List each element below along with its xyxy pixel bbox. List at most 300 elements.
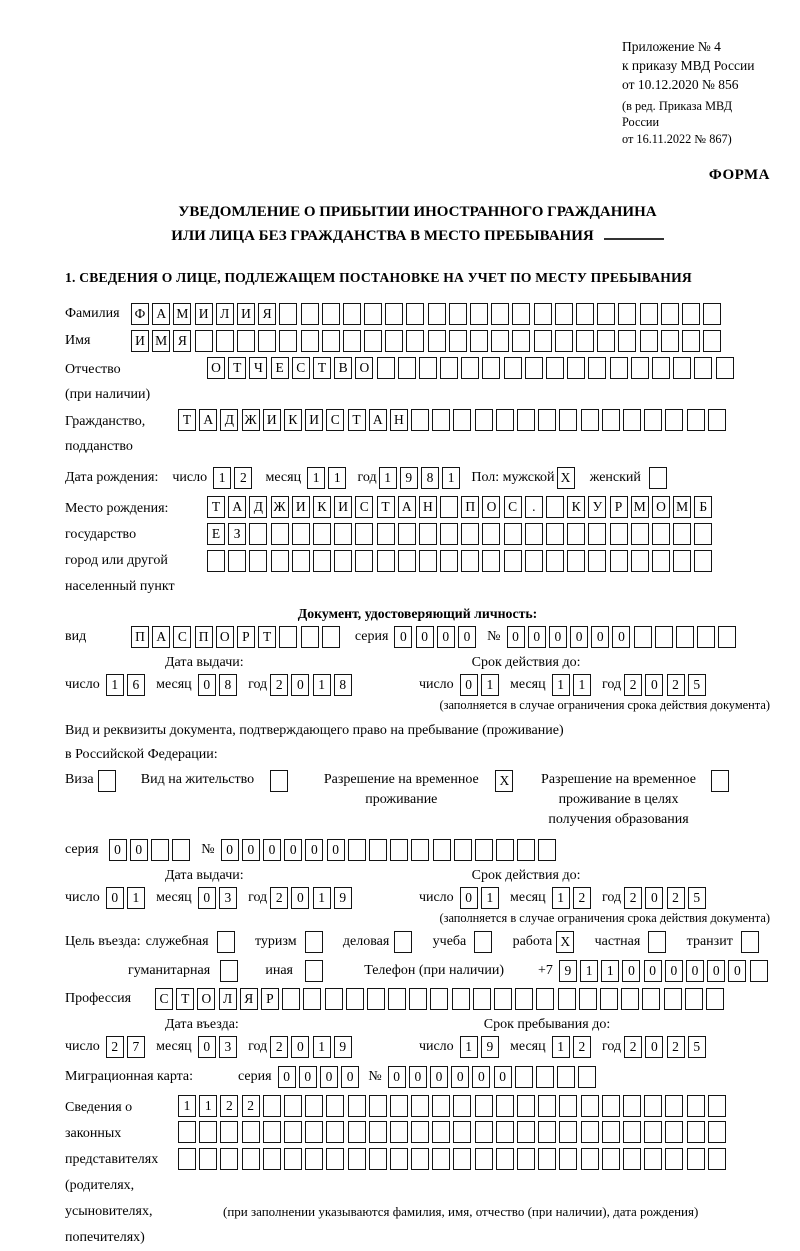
- form-cell[interactable]: .: [525, 496, 543, 518]
- form-cell[interactable]: С: [355, 496, 373, 518]
- form-cell[interactable]: [406, 330, 424, 352]
- form-cell[interactable]: [305, 1121, 323, 1143]
- form-cell[interactable]: [534, 330, 552, 352]
- form-cell[interactable]: А: [369, 409, 387, 431]
- form-cell[interactable]: 0: [320, 1066, 338, 1088]
- form-cell[interactable]: [452, 988, 470, 1010]
- form-cell[interactable]: 0: [645, 674, 663, 696]
- form-cell[interactable]: [284, 1095, 302, 1117]
- form-cell[interactable]: [708, 1148, 726, 1170]
- form-cell[interactable]: [581, 409, 599, 431]
- form-cell[interactable]: 0: [221, 839, 239, 861]
- form-cell[interactable]: [538, 409, 556, 431]
- form-cell[interactable]: [428, 303, 446, 325]
- form-cell[interactable]: 0: [341, 1066, 359, 1088]
- form-cell[interactable]: [555, 303, 573, 325]
- form-cell[interactable]: 0: [299, 1066, 317, 1088]
- form-cell[interactable]: [390, 839, 408, 861]
- form-cell[interactable]: [172, 839, 190, 861]
- form-cell[interactable]: [217, 931, 235, 953]
- form-cell[interactable]: [411, 1148, 429, 1170]
- form-cell[interactable]: Я: [240, 988, 258, 1010]
- visa-checkbox[interactable]: [98, 770, 119, 792]
- form-cell[interactable]: [355, 550, 373, 572]
- form-cell[interactable]: [440, 550, 458, 572]
- form-cell[interactable]: [538, 1148, 556, 1170]
- form-cell[interactable]: Ж: [271, 496, 289, 518]
- form-cell[interactable]: [588, 357, 606, 379]
- form-cell[interactable]: [292, 550, 310, 572]
- form-cell[interactable]: [470, 330, 488, 352]
- form-cell[interactable]: [279, 330, 297, 352]
- form-cell[interactable]: [348, 1121, 366, 1143]
- residence-permit-checkbox[interactable]: [270, 770, 291, 792]
- form-cell[interactable]: 0: [305, 839, 323, 861]
- form-cell[interactable]: Т: [258, 626, 276, 648]
- form-cell[interactable]: 2: [667, 674, 685, 696]
- form-cell[interactable]: [515, 1066, 533, 1088]
- form-cell[interactable]: [652, 550, 670, 572]
- form-cell[interactable]: 1: [313, 674, 331, 696]
- form-cell[interactable]: 0: [109, 839, 127, 861]
- form-cell[interactable]: 2: [270, 1036, 288, 1058]
- form-cell[interactable]: 5: [688, 674, 706, 696]
- form-cell[interactable]: Е: [271, 357, 289, 379]
- form-cell[interactable]: [369, 1148, 387, 1170]
- form-cell[interactable]: [305, 1148, 323, 1170]
- form-cell[interactable]: 0: [644, 960, 662, 982]
- form-cell[interactable]: [419, 357, 437, 379]
- form-cell[interactable]: [411, 1095, 429, 1117]
- form-cell[interactable]: [555, 330, 573, 352]
- form-cell[interactable]: 1: [481, 674, 499, 696]
- form-cell[interactable]: О: [207, 357, 225, 379]
- form-cell[interactable]: [648, 931, 666, 953]
- form-cell[interactable]: [504, 523, 522, 545]
- form-cell[interactable]: [517, 1095, 535, 1117]
- form-cell[interactable]: 1: [213, 467, 231, 489]
- form-cell[interactable]: И: [237, 303, 255, 325]
- form-cell[interactable]: [581, 1095, 599, 1117]
- form-cell[interactable]: 2: [573, 1036, 591, 1058]
- form-cell[interactable]: Л: [216, 303, 234, 325]
- form-cell[interactable]: [258, 330, 276, 352]
- form-cell[interactable]: Я: [258, 303, 276, 325]
- form-cell[interactable]: [440, 357, 458, 379]
- form-cell[interactable]: 1: [106, 674, 124, 696]
- form-cell[interactable]: [301, 626, 319, 648]
- form-cell[interactable]: [644, 1121, 662, 1143]
- form-cell[interactable]: 1: [552, 674, 570, 696]
- form-cell[interactable]: [610, 523, 628, 545]
- form-cell[interactable]: 0: [728, 960, 746, 982]
- form-cell[interactable]: [661, 330, 679, 352]
- form-cell[interactable]: 0: [198, 1036, 216, 1058]
- form-cell[interactable]: [279, 626, 297, 648]
- form-cell[interactable]: З: [228, 523, 246, 545]
- form-cell[interactable]: [697, 626, 715, 648]
- form-cell[interactable]: 9: [334, 1036, 352, 1058]
- form-cell[interactable]: [644, 1148, 662, 1170]
- form-cell[interactable]: [453, 1121, 471, 1143]
- form-cell[interactable]: 2: [106, 1036, 124, 1058]
- form-cell[interactable]: [475, 409, 493, 431]
- form-cell[interactable]: О: [652, 496, 670, 518]
- form-cell[interactable]: [313, 550, 331, 572]
- form-cell[interactable]: [305, 960, 323, 982]
- form-cell[interactable]: С: [504, 496, 522, 518]
- form-cell[interactable]: А: [152, 626, 170, 648]
- form-cell[interactable]: [430, 988, 448, 1010]
- form-cell[interactable]: X: [495, 770, 513, 792]
- form-cell[interactable]: [588, 550, 606, 572]
- form-cell[interactable]: 1: [552, 1036, 570, 1058]
- form-cell[interactable]: [406, 303, 424, 325]
- form-cell[interactable]: [228, 550, 246, 572]
- form-cell[interactable]: [496, 409, 514, 431]
- form-cell[interactable]: [377, 357, 395, 379]
- form-cell[interactable]: [597, 330, 615, 352]
- form-cell[interactable]: [432, 1148, 450, 1170]
- form-cell[interactable]: [482, 523, 500, 545]
- form-cell[interactable]: [470, 303, 488, 325]
- form-cell[interactable]: [512, 330, 530, 352]
- form-cell[interactable]: [602, 1121, 620, 1143]
- form-cell[interactable]: 0: [130, 839, 148, 861]
- form-cell[interactable]: [453, 409, 471, 431]
- form-cell[interactable]: [496, 1095, 514, 1117]
- form-cell[interactable]: [263, 1095, 281, 1117]
- form-cell[interactable]: [546, 523, 564, 545]
- form-cell[interactable]: [640, 303, 658, 325]
- form-cell[interactable]: [673, 550, 691, 572]
- form-cell[interactable]: 0: [472, 1066, 490, 1088]
- form-cell[interactable]: А: [152, 303, 170, 325]
- form-cell[interactable]: [220, 1148, 238, 1170]
- form-cell[interactable]: [364, 303, 382, 325]
- form-cell[interactable]: [385, 330, 403, 352]
- work-checkbox[interactable]: [556, 931, 577, 953]
- form-cell[interactable]: Т: [377, 496, 395, 518]
- form-cell[interactable]: [237, 330, 255, 352]
- form-cell[interactable]: Д: [220, 409, 238, 431]
- form-cell[interactable]: [249, 523, 267, 545]
- form-cell[interactable]: [279, 303, 297, 325]
- form-cell[interactable]: А: [228, 496, 246, 518]
- form-cell[interactable]: 0: [591, 626, 609, 648]
- form-cell[interactable]: 2: [270, 887, 288, 909]
- form-cell[interactable]: П: [461, 496, 479, 518]
- form-cell[interactable]: [665, 409, 683, 431]
- form-cell[interactable]: [676, 626, 694, 648]
- form-cell[interactable]: [623, 409, 641, 431]
- form-cell[interactable]: 3: [219, 1036, 237, 1058]
- form-cell[interactable]: [504, 357, 522, 379]
- form-cell[interactable]: [199, 1121, 217, 1143]
- form-cell[interactable]: [685, 988, 703, 1010]
- form-cell[interactable]: [718, 626, 736, 648]
- form-cell[interactable]: [433, 839, 451, 861]
- form-cell[interactable]: [364, 330, 382, 352]
- form-cell[interactable]: [578, 1066, 596, 1088]
- form-cell[interactable]: 0: [291, 1036, 309, 1058]
- humanitarian-checkbox[interactable]: [220, 960, 241, 982]
- form-cell[interactable]: [546, 550, 564, 572]
- form-cell[interactable]: [322, 303, 340, 325]
- form-cell[interactable]: О: [355, 357, 373, 379]
- form-cell[interactable]: С: [292, 357, 310, 379]
- form-cell[interactable]: [322, 330, 340, 352]
- form-cell[interactable]: 0: [437, 626, 455, 648]
- sex-male-checkbox[interactable]: [557, 467, 578, 489]
- form-cell[interactable]: [496, 1121, 514, 1143]
- form-cell[interactable]: 1: [127, 887, 145, 909]
- edu-permit-checkbox[interactable]: [711, 770, 732, 792]
- form-cell[interactable]: 0: [612, 626, 630, 648]
- form-cell[interactable]: [98, 770, 116, 792]
- form-cell[interactable]: [538, 839, 556, 861]
- form-cell[interactable]: [409, 988, 427, 1010]
- form-cell[interactable]: 0: [451, 1066, 469, 1088]
- form-cell[interactable]: [242, 1121, 260, 1143]
- form-cell[interactable]: [517, 409, 535, 431]
- form-cell[interactable]: [284, 1148, 302, 1170]
- form-cell[interactable]: 1: [573, 674, 591, 696]
- form-cell[interactable]: [334, 550, 352, 572]
- form-cell[interactable]: [461, 550, 479, 572]
- form-cell[interactable]: [567, 523, 585, 545]
- form-cell[interactable]: С: [155, 988, 173, 1010]
- form-cell[interactable]: И: [263, 409, 281, 431]
- form-cell[interactable]: [473, 988, 491, 1010]
- form-cell[interactable]: [440, 496, 458, 518]
- form-cell[interactable]: [491, 303, 509, 325]
- form-cell[interactable]: 1: [199, 1095, 217, 1117]
- business-checkbox[interactable]: [394, 931, 415, 953]
- form-cell[interactable]: [706, 988, 724, 1010]
- form-cell[interactable]: Б: [694, 496, 712, 518]
- form-cell[interactable]: [305, 931, 323, 953]
- transit-checkbox[interactable]: [741, 931, 762, 953]
- form-cell[interactable]: [621, 988, 639, 1010]
- form-cell[interactable]: 2: [667, 887, 685, 909]
- phone-cells[interactable]: [559, 960, 771, 982]
- form-cell[interactable]: [525, 523, 543, 545]
- form-cell[interactable]: [432, 409, 450, 431]
- form-cell[interactable]: К: [313, 496, 331, 518]
- form-cell[interactable]: [377, 550, 395, 572]
- form-cell[interactable]: 0: [622, 960, 640, 982]
- form-cell[interactable]: [581, 1121, 599, 1143]
- form-cell[interactable]: 0: [494, 1066, 512, 1088]
- form-cell[interactable]: О: [482, 496, 500, 518]
- form-cell[interactable]: [346, 988, 364, 1010]
- form-cell[interactable]: 1: [460, 1036, 478, 1058]
- form-cell[interactable]: [301, 303, 319, 325]
- form-cell[interactable]: 0: [291, 674, 309, 696]
- form-cell[interactable]: [694, 550, 712, 572]
- form-cell[interactable]: [398, 550, 416, 572]
- form-cell[interactable]: [708, 409, 726, 431]
- form-cell[interactable]: 1: [481, 887, 499, 909]
- private-checkbox[interactable]: [648, 931, 669, 953]
- form-cell[interactable]: [385, 303, 403, 325]
- form-cell[interactable]: 0: [106, 887, 124, 909]
- form-cell[interactable]: [419, 523, 437, 545]
- form-cell[interactable]: 0: [665, 960, 683, 982]
- form-cell[interactable]: 1: [580, 960, 598, 982]
- form-cell[interactable]: 0: [507, 626, 525, 648]
- form-cell[interactable]: [631, 550, 649, 572]
- form-cell[interactable]: [525, 550, 543, 572]
- form-cell[interactable]: Л: [219, 988, 237, 1010]
- form-cell[interactable]: [343, 303, 361, 325]
- form-cell[interactable]: Т: [313, 357, 331, 379]
- form-cell[interactable]: [263, 1121, 281, 1143]
- form-cell[interactable]: [665, 1095, 683, 1117]
- form-cell[interactable]: 6: [127, 674, 145, 696]
- form-cell[interactable]: [623, 1095, 641, 1117]
- form-cell[interactable]: Т: [348, 409, 366, 431]
- form-cell[interactable]: [411, 1121, 429, 1143]
- form-cell[interactable]: 0: [409, 1066, 427, 1088]
- form-cell[interactable]: [207, 550, 225, 572]
- form-cell[interactable]: У: [588, 496, 606, 518]
- form-cell[interactable]: [652, 357, 670, 379]
- form-cell[interactable]: [411, 839, 429, 861]
- form-cell[interactable]: 1: [307, 467, 325, 489]
- form-cell[interactable]: М: [173, 303, 191, 325]
- form-cell[interactable]: А: [199, 409, 217, 431]
- form-cell[interactable]: [559, 1095, 577, 1117]
- form-cell[interactable]: 2: [270, 674, 288, 696]
- form-cell[interactable]: 0: [645, 887, 663, 909]
- form-cell[interactable]: [546, 496, 564, 518]
- form-cell[interactable]: [461, 357, 479, 379]
- form-cell[interactable]: 2: [624, 674, 642, 696]
- form-cell[interactable]: [303, 988, 321, 1010]
- form-cell[interactable]: [398, 523, 416, 545]
- form-cell[interactable]: [576, 330, 594, 352]
- form-cell[interactable]: И: [195, 303, 213, 325]
- form-cell[interactable]: [597, 303, 615, 325]
- form-cell[interactable]: Ж: [242, 409, 260, 431]
- form-cell[interactable]: [454, 839, 472, 861]
- form-cell[interactable]: 0: [430, 1066, 448, 1088]
- form-cell[interactable]: [220, 1121, 238, 1143]
- form-cell[interactable]: [687, 1121, 705, 1143]
- form-cell[interactable]: 0: [242, 839, 260, 861]
- form-cell[interactable]: [703, 330, 721, 352]
- form-cell[interactable]: 0: [263, 839, 281, 861]
- form-cell[interactable]: 8: [421, 467, 439, 489]
- form-cell[interactable]: [326, 1148, 344, 1170]
- form-cell[interactable]: Ч: [249, 357, 267, 379]
- form-cell[interactable]: [602, 1095, 620, 1117]
- form-cell[interactable]: 1: [552, 887, 570, 909]
- form-cell[interactable]: [618, 303, 636, 325]
- form-cell[interactable]: [631, 357, 649, 379]
- form-cell[interactable]: [482, 550, 500, 572]
- form-cell[interactable]: [369, 839, 387, 861]
- form-cell[interactable]: [343, 330, 361, 352]
- form-cell[interactable]: [517, 1148, 535, 1170]
- form-cell[interactable]: [284, 1121, 302, 1143]
- form-cell[interactable]: [618, 330, 636, 352]
- form-cell[interactable]: [687, 409, 705, 431]
- form-cell[interactable]: [703, 303, 721, 325]
- form-cell[interactable]: X: [556, 931, 574, 953]
- form-cell[interactable]: [199, 1148, 217, 1170]
- form-cell[interactable]: [348, 1148, 366, 1170]
- form-cell[interactable]: 1: [178, 1095, 196, 1117]
- form-cell[interactable]: [664, 988, 682, 1010]
- other-purpose-checkbox[interactable]: [305, 960, 326, 982]
- form-cell[interactable]: 1: [313, 1036, 331, 1058]
- form-cell[interactable]: Р: [261, 988, 279, 1010]
- form-cell[interactable]: [538, 1095, 556, 1117]
- form-cell[interactable]: С: [173, 626, 191, 648]
- form-cell[interactable]: [369, 1121, 387, 1143]
- form-cell[interactable]: [557, 1066, 575, 1088]
- form-cell[interactable]: 9: [559, 960, 577, 982]
- form-cell[interactable]: [271, 523, 289, 545]
- form-cell[interactable]: [474, 931, 492, 953]
- form-cell[interactable]: [220, 960, 238, 982]
- form-cell[interactable]: [178, 1121, 196, 1143]
- form-cell[interactable]: [216, 330, 234, 352]
- temp-permit-checkbox[interactable]: [495, 770, 516, 792]
- form-cell[interactable]: 5: [688, 1036, 706, 1058]
- form-cell[interactable]: [325, 988, 343, 1010]
- form-cell[interactable]: 0: [528, 626, 546, 648]
- form-cell[interactable]: Р: [610, 496, 628, 518]
- form-cell[interactable]: И: [334, 496, 352, 518]
- form-cell[interactable]: [504, 550, 522, 572]
- form-cell[interactable]: 0: [327, 839, 345, 861]
- form-cell[interactable]: [559, 1121, 577, 1143]
- form-cell[interactable]: [377, 523, 395, 545]
- form-cell[interactable]: Я: [173, 330, 191, 352]
- form-cell[interactable]: [496, 1148, 514, 1170]
- form-cell[interactable]: [195, 330, 213, 352]
- form-cell[interactable]: [388, 988, 406, 1010]
- study-checkbox[interactable]: [474, 931, 495, 953]
- form-cell[interactable]: 0: [458, 626, 476, 648]
- form-cell[interactable]: И: [131, 330, 149, 352]
- form-cell[interactable]: [536, 988, 554, 1010]
- form-cell[interactable]: 0: [416, 626, 434, 648]
- form-cell[interactable]: П: [195, 626, 213, 648]
- form-cell[interactable]: [367, 988, 385, 1010]
- form-cell[interactable]: [741, 931, 759, 953]
- form-cell[interactable]: [475, 1148, 493, 1170]
- form-cell[interactable]: [694, 357, 712, 379]
- form-cell[interactable]: [708, 1121, 726, 1143]
- form-cell[interactable]: [644, 1095, 662, 1117]
- form-cell[interactable]: 0: [460, 887, 478, 909]
- form-cell[interactable]: [602, 409, 620, 431]
- form-cell[interactable]: Т: [178, 409, 196, 431]
- form-cell[interactable]: Т: [228, 357, 246, 379]
- form-cell[interactable]: О: [216, 626, 234, 648]
- form-cell[interactable]: [292, 523, 310, 545]
- form-cell[interactable]: [494, 988, 512, 1010]
- form-cell[interactable]: [567, 357, 585, 379]
- form-cell[interactable]: [453, 1095, 471, 1117]
- form-cell[interactable]: [428, 330, 446, 352]
- form-cell[interactable]: [326, 1095, 344, 1117]
